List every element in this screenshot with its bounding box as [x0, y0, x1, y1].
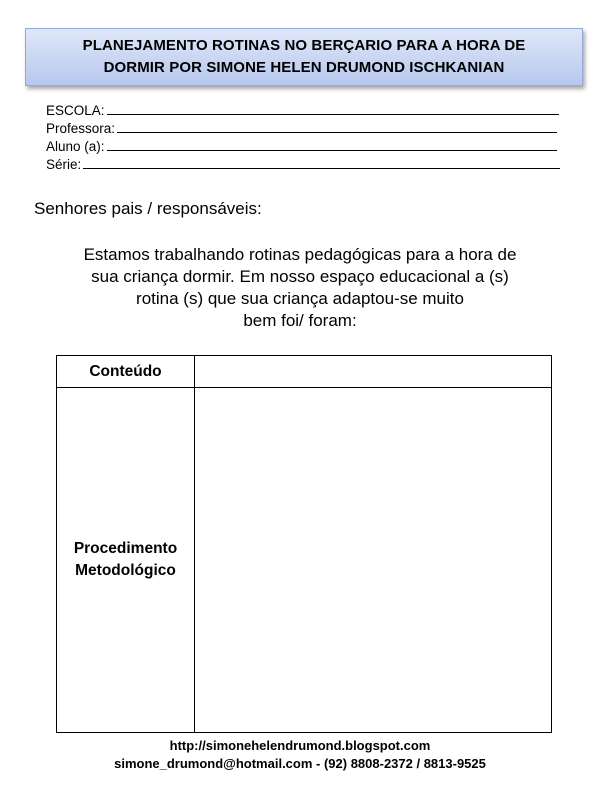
title-line-2: DORMIR POR SIMONE HELEN DRUMOND ISCHKANIAN	[103, 59, 505, 76]
identification-fields	[46, 100, 576, 172]
escola-label: ESCOLA:	[46, 103, 105, 118]
blog-url: http://simonehelendrumond.blogspot.com	[169, 738, 431, 753]
table-row-procedimento	[57, 388, 552, 733]
footer	[0, 737, 600, 773]
serie-field	[46, 154, 576, 172]
document-title	[25, 28, 583, 86]
paragraph-line-3: rotina (s) que sua criança adaptou-se muito	[136, 289, 464, 308]
contact-info: simone_drumond@hotmail.com - (92) 8808-2372 / 8813-9525	[114, 756, 486, 771]
aluno-blank-line[interactable]	[107, 138, 557, 151]
serie-label: Série:	[46, 157, 82, 172]
table-row-conteudo	[57, 356, 552, 388]
intro-paragraph	[30, 244, 570, 332]
title-line-1: PLANEJAMENTO ROTINAS NO BERÇARIO PARA A HORA DE	[82, 37, 526, 54]
aluno-field	[46, 136, 576, 154]
procedimento-label-line-2: Metodológico	[75, 562, 176, 579]
escola-field	[46, 100, 576, 118]
paragraph-line-1: Estamos trabalhando rotinas pedagógicas para a hora de	[83, 245, 517, 264]
aluno-label: Aluno (a):	[46, 139, 105, 154]
procedimento-answer-cell[interactable]	[195, 388, 552, 733]
serie-blank-line[interactable]	[83, 156, 560, 169]
procedimento-label-cell	[57, 388, 195, 733]
paragraph-line-4: bem foi/ foram:	[243, 311, 357, 330]
planning-table	[56, 355, 552, 733]
professora-label: Professora:	[46, 121, 116, 136]
conteudo-answer-cell[interactable]	[195, 356, 552, 388]
conteudo-label-cell: Conteúdo	[57, 356, 195, 388]
paragraph-line-2: sua criança dormir. Em nosso espaço educacional a (s)	[91, 267, 509, 286]
professora-field	[46, 118, 576, 136]
escola-blank-line[interactable]	[107, 102, 559, 115]
professora-blank-line[interactable]	[117, 120, 557, 133]
procedimento-label-line-1: Procedimento	[73, 540, 178, 557]
greeting-text: Senhores pais / responsáveis:	[34, 199, 262, 218]
